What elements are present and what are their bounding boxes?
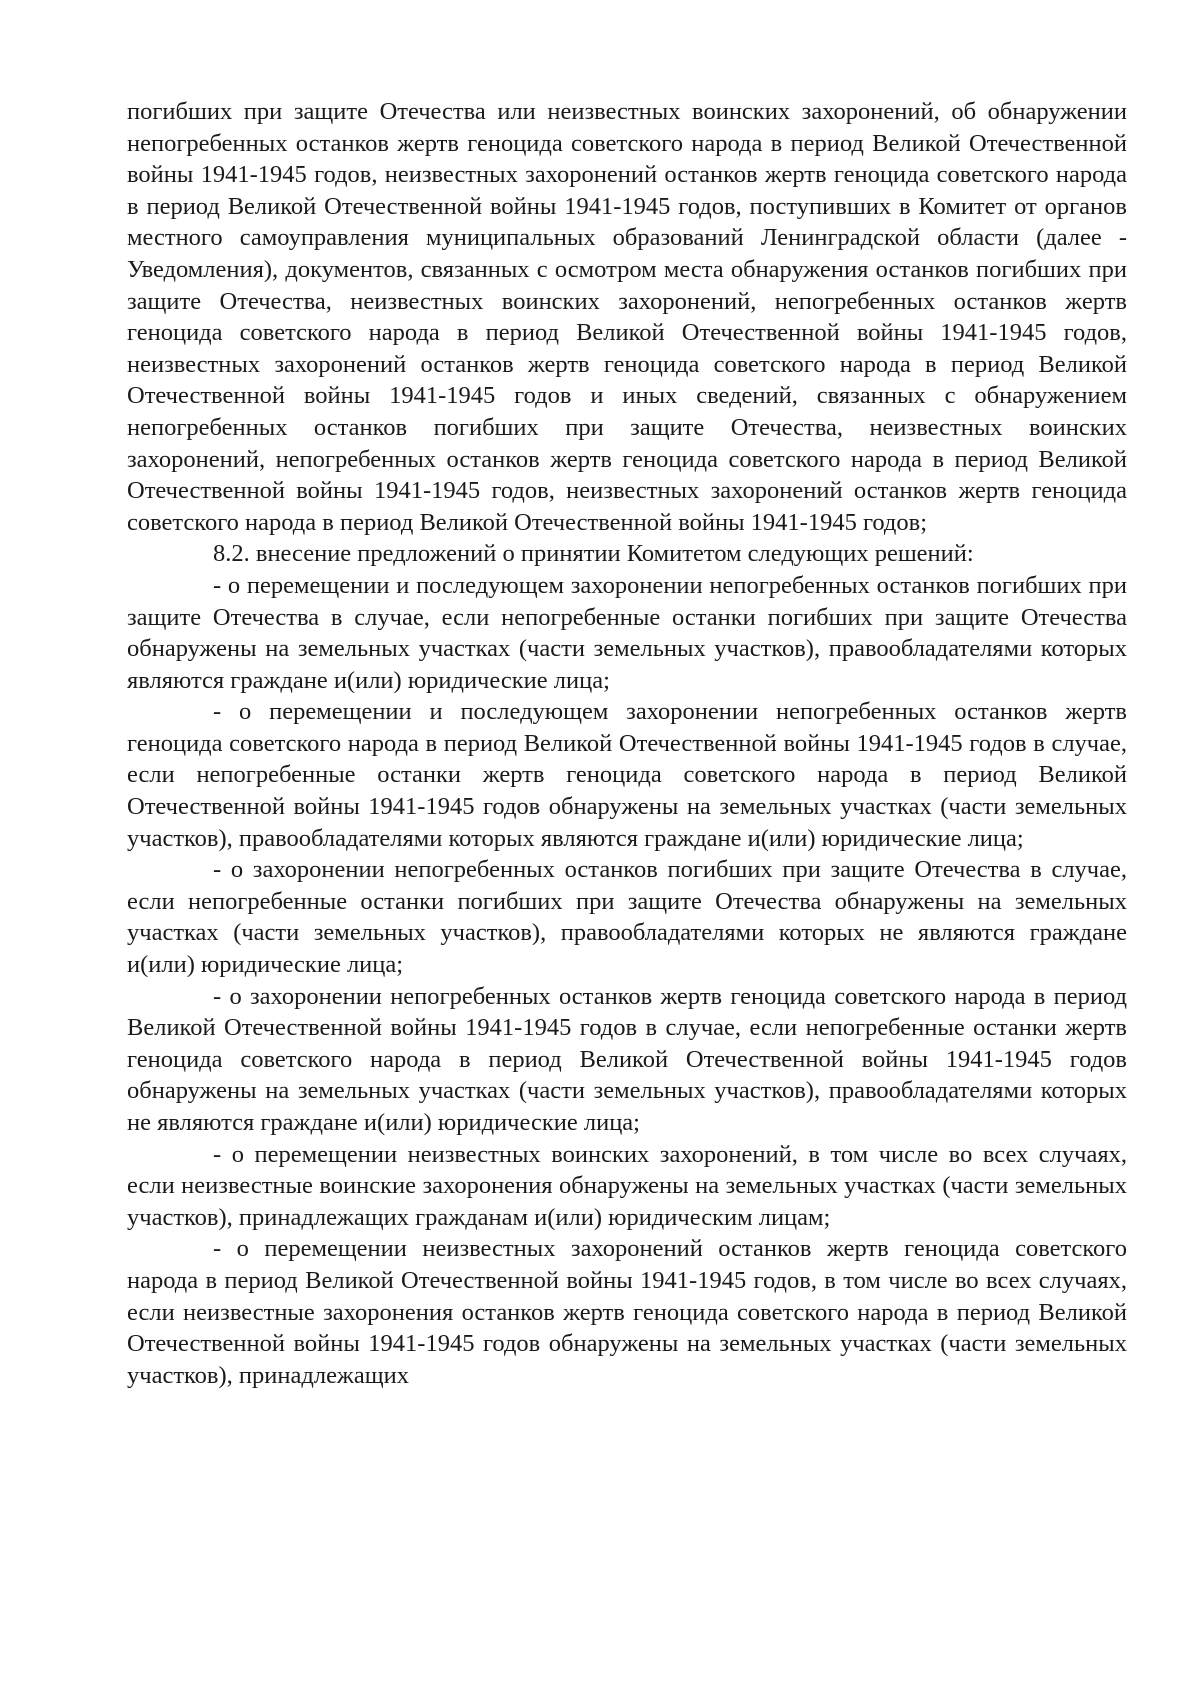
paragraph-relocation-genocide-victims-private-land: - о перемещении и последующем захоронении непогребенных останков жертв геноцида советского народа в период Великой Отечественной войны 1941-1945 годов в случае, если непогребенные останки жертв геноцида советского народа в период Великой Отечественной войны 1941-1945 годов обнаружены на земельных участках (части земельных участков), правообладателями которых являются граждане и(или) юридические лица; [127,698,1127,852]
paragraph-relocation-unknown-military-graves: - о перемещении неизвестных воинских захоронений, в том числе во всех случаях, если неизвестные воинские захоронения обнаружены на земельных участках (части земельных участков), принадлежащих гражданам и(или) юридическим лицам; [127,1140,1127,1231]
paragraph-burial-fallen-public-land: - о захоронении непогребенных останков погибших при защите Отечества в случае, если непогребенные останки погибших при защите Отечества обнаружены на земельных участках (части земельных участков), правообладателями которых не являются граждане и(или) юридические лица; [127,856,1127,979]
paragraph-relocation-unknown-genocide-graves: - о перемещении неизвестных захоронений останков жертв геноцида советского народа в период Великой Отечественной войны 1941-1945 годов, в том числе во всех случаях, если неизвестные захоронения останков жертв геноцида советского народа в период Великой Отечественной войны 1941-1945 годов обнаружены на земельных участках (части земельных участков), принадлежащих [127,1235,1127,1389]
paragraph-section-8-2: 8.2. внесение предложений о принятии Комитетом следующих решений: [213,540,974,568]
paragraph-notifications: погибших при защите Отечества или неизвестных воинских захоронений, об обнаружении непогребенных останков жертв геноцида советского народа в период Великой Отечественной войны 1941-1945 годов, неизвестных захоронений останков жертв геноцида советского народа в период Великой Отечественной войны 1941-1945 годов, поступивших в Комитет от органов местного самоуправления муниципальных образований Ленинградской области (далее - Уведомления), документов, связанных с осмотром места обнаружения останков погибших при защите Отечества, неизвестных воинских захоронений, непогребенных останков жертв геноцида советского народа в период Великой Отечественной войны 1941-1945 годов, неизвестных захоронений останков жертв геноцида советского народа в период Великой Отечественной войны 1941-1945 годов и иных сведений, связанных с обнаружением непогребенных останков погибших при защите Отечества, неизвестных воинских захоронений, непогребенных останков жертв геноцида советского народа в период Великой Отечественной войны 1941-1945 годов, неизвестных захоронений останков жертв геноцида советского народа в период Великой Отечественной войны 1941-1945 годов; [127,98,1127,536]
paragraph-burial-genocide-victims-public-land: - о захоронении непогребенных останков жертв геноцида советского народа в период Великой Отечественной войны 1941-1945 годов в случае, если непогребенные останки жертв геноцида советского народа в период Великой Отечественной войны 1941-1945 годов обнаружены на земельных участках (части земельных участков), правообладателями которых не являются граждане и(или) юридические лица; [127,982,1127,1136]
paragraph-relocation-fallen-private-land: - о перемещении и последующем захоронении непогребенных останков погибших при защите Отечества в случае, если непогребенные останки погибших при защите Отечества обнаружены на земельных участках (части земельных участков), правообладателями которых являются граждане и(или) юридические лица; [127,571,1127,694]
document-body [127,96,1127,1391]
